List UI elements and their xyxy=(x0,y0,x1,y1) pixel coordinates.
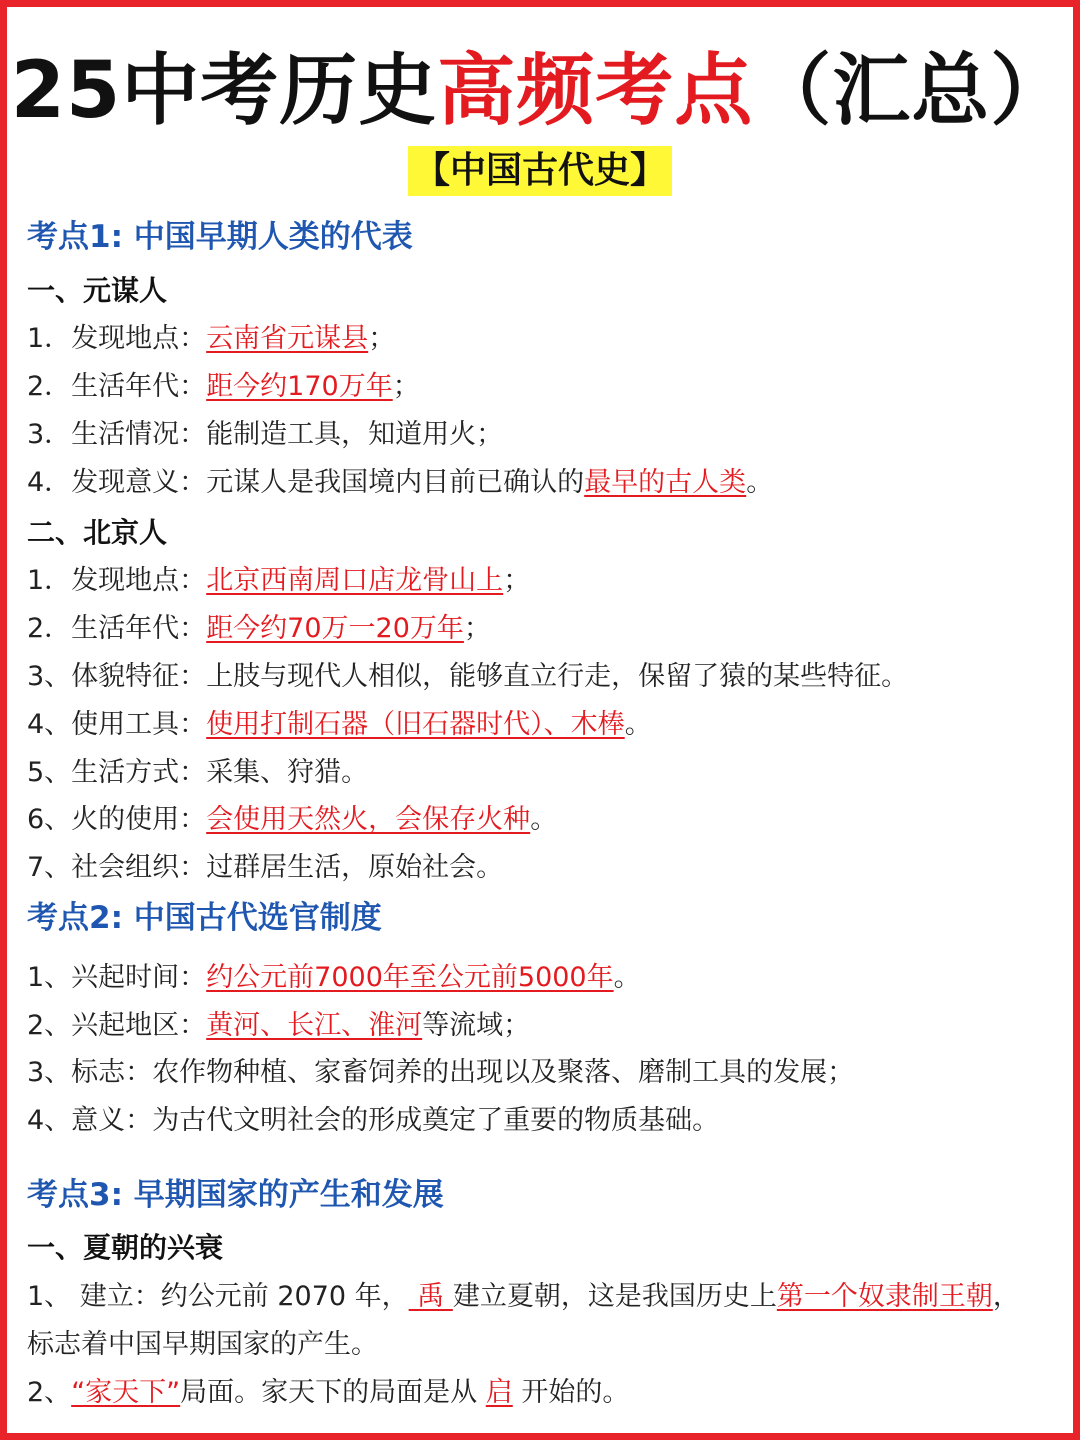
item-highlight: 最早的古人类 xyxy=(584,467,747,498)
kd2-item-3 xyxy=(27,1056,854,1090)
item-label: 2．生活年代： xyxy=(27,613,207,644)
item-after: 。 xyxy=(624,709,652,740)
item-after: ； xyxy=(392,371,420,402)
item-after: 。 xyxy=(530,804,558,835)
kd3-s1-item-1-cont: 标志着中国早期国家的产生。 xyxy=(27,1329,378,1360)
item-label: 5、生活方式： xyxy=(27,757,207,788)
item-highlight-2: 第一个奴隶制王朝 xyxy=(776,1281,993,1312)
item-label: 3、体貌特征： xyxy=(27,661,207,692)
item-text: 能制造工具，知道用火； xyxy=(206,419,504,450)
item-label: 6、火的使用： xyxy=(27,804,207,835)
item-text: 农作物种植、家畜饲养的出现以及聚落、磨制工具的发展； xyxy=(152,1057,855,1088)
kd1-s2-item-2 xyxy=(27,612,491,646)
item-text: 约公元前 2070 年， xyxy=(160,1281,409,1312)
item-after: ， xyxy=(992,1281,1020,1312)
item-highlight: 距今约170万年 xyxy=(206,371,393,402)
kd3-s1-item-2 xyxy=(27,1376,629,1410)
kd1-s2-item-3 xyxy=(27,660,908,694)
item-mid: 建立夏朝，这是我国历史上 xyxy=(452,1281,777,1312)
kd1-heading: 考点1: 中国早期人类的代表 xyxy=(27,219,413,255)
kd1-s2-item-7 xyxy=(27,851,503,885)
item-label: 4、意义： xyxy=(27,1105,153,1136)
item-highlight: 北京西南周口店龙骨山上 xyxy=(206,565,504,596)
item-label: 4、使用工具： xyxy=(27,709,207,740)
kd1-s1-item-3 xyxy=(27,418,503,452)
title-part3: （汇总） xyxy=(753,46,1070,136)
kd2-item-1 xyxy=(27,961,641,995)
kd3-s1-item-1 xyxy=(27,1280,1020,1314)
item-label: 3．生活情况： xyxy=(27,419,207,450)
kd1-s2-item-4 xyxy=(27,708,652,742)
kd1-s2-heading: 二、北京人 xyxy=(27,516,168,549)
subtitle-wrap xyxy=(0,146,1080,196)
kd1-s2-item-6 xyxy=(27,803,557,837)
item-highlight: 黄河、长江、淮河 xyxy=(206,1010,423,1041)
title-part2: 高频考点 xyxy=(437,46,754,136)
item-label: 2、兴起地区： xyxy=(27,1010,207,1041)
item-after: ； xyxy=(463,613,491,644)
item-label: 3、标志： xyxy=(27,1057,153,1088)
kd2-item-4 xyxy=(27,1104,719,1138)
item-mid: 局面。家天下的局面是从 xyxy=(180,1377,486,1408)
page-title xyxy=(0,28,1080,140)
item-label: 4．发现意义： xyxy=(27,467,207,498)
item-text: 元谋人是我国境内目前已确认的 xyxy=(206,467,585,498)
item-label: 2、 xyxy=(27,1377,72,1408)
item-text: 采集、狩猎。 xyxy=(206,757,369,788)
title-part1: 25中考历史 xyxy=(10,46,438,136)
kd1-s1-item-1 xyxy=(27,322,395,356)
item-after: ； xyxy=(368,323,396,354)
kd1-s1-heading: 一、元谋人 xyxy=(27,274,168,307)
item-highlight-2: 启 xyxy=(485,1377,513,1408)
item-highlight: 会使用天然火，会保存火种 xyxy=(206,804,531,835)
item-label: 1、 建立： xyxy=(27,1281,161,1312)
kd2-item-2 xyxy=(27,1009,530,1043)
item-text: 上肢与现代人相似，能够直立行走，保留了猿的某些特征。 xyxy=(206,661,909,692)
item-text: 为古代文明社会的形成奠定了重要的物质基础。 xyxy=(152,1105,720,1136)
item-highlight: 约公元前7000年至公元前5000年 xyxy=(206,962,614,993)
item-label: 1．发现地点： xyxy=(27,565,207,596)
item-after: 。 xyxy=(746,467,774,498)
item-highlight: 距今约70万一20万年 xyxy=(206,613,464,644)
item-after: 开始的。 xyxy=(512,1377,630,1408)
item-after: ； xyxy=(503,565,531,596)
item-highlight: 使用打制石器（旧石器时代）、木棒 xyxy=(206,709,625,740)
subtitle: 【中国古代史】 xyxy=(408,146,672,196)
kd2-heading: 考点2: 中国古代选官制度 xyxy=(27,900,382,936)
item-text: 过群居生活，原始社会。 xyxy=(206,852,504,883)
kd1-s2-item-1 xyxy=(27,564,530,598)
item-label: 7、社会组织： xyxy=(27,852,207,883)
kd1-s2-item-5 xyxy=(27,756,368,790)
kd1-s1-item-4 xyxy=(27,466,773,500)
kd3-heading: 考点3: 早期国家的产生和发展 xyxy=(27,1177,444,1213)
item-after: 等流域； xyxy=(422,1010,531,1041)
kd3-s1-heading: 一、夏朝的兴衰 xyxy=(27,1231,224,1264)
item-label: 1．发现地点： xyxy=(27,323,207,354)
item-label: 1、兴起时间： xyxy=(27,962,207,993)
item-highlight-1: “家天下” xyxy=(71,1377,181,1408)
kd1-s1-item-2 xyxy=(27,370,420,404)
item-highlight: 云南省元谋县 xyxy=(206,323,369,354)
item-after: 。 xyxy=(613,962,641,993)
item-highlight-1: 禹 xyxy=(408,1281,453,1312)
item-label: 2．生活年代： xyxy=(27,371,207,402)
